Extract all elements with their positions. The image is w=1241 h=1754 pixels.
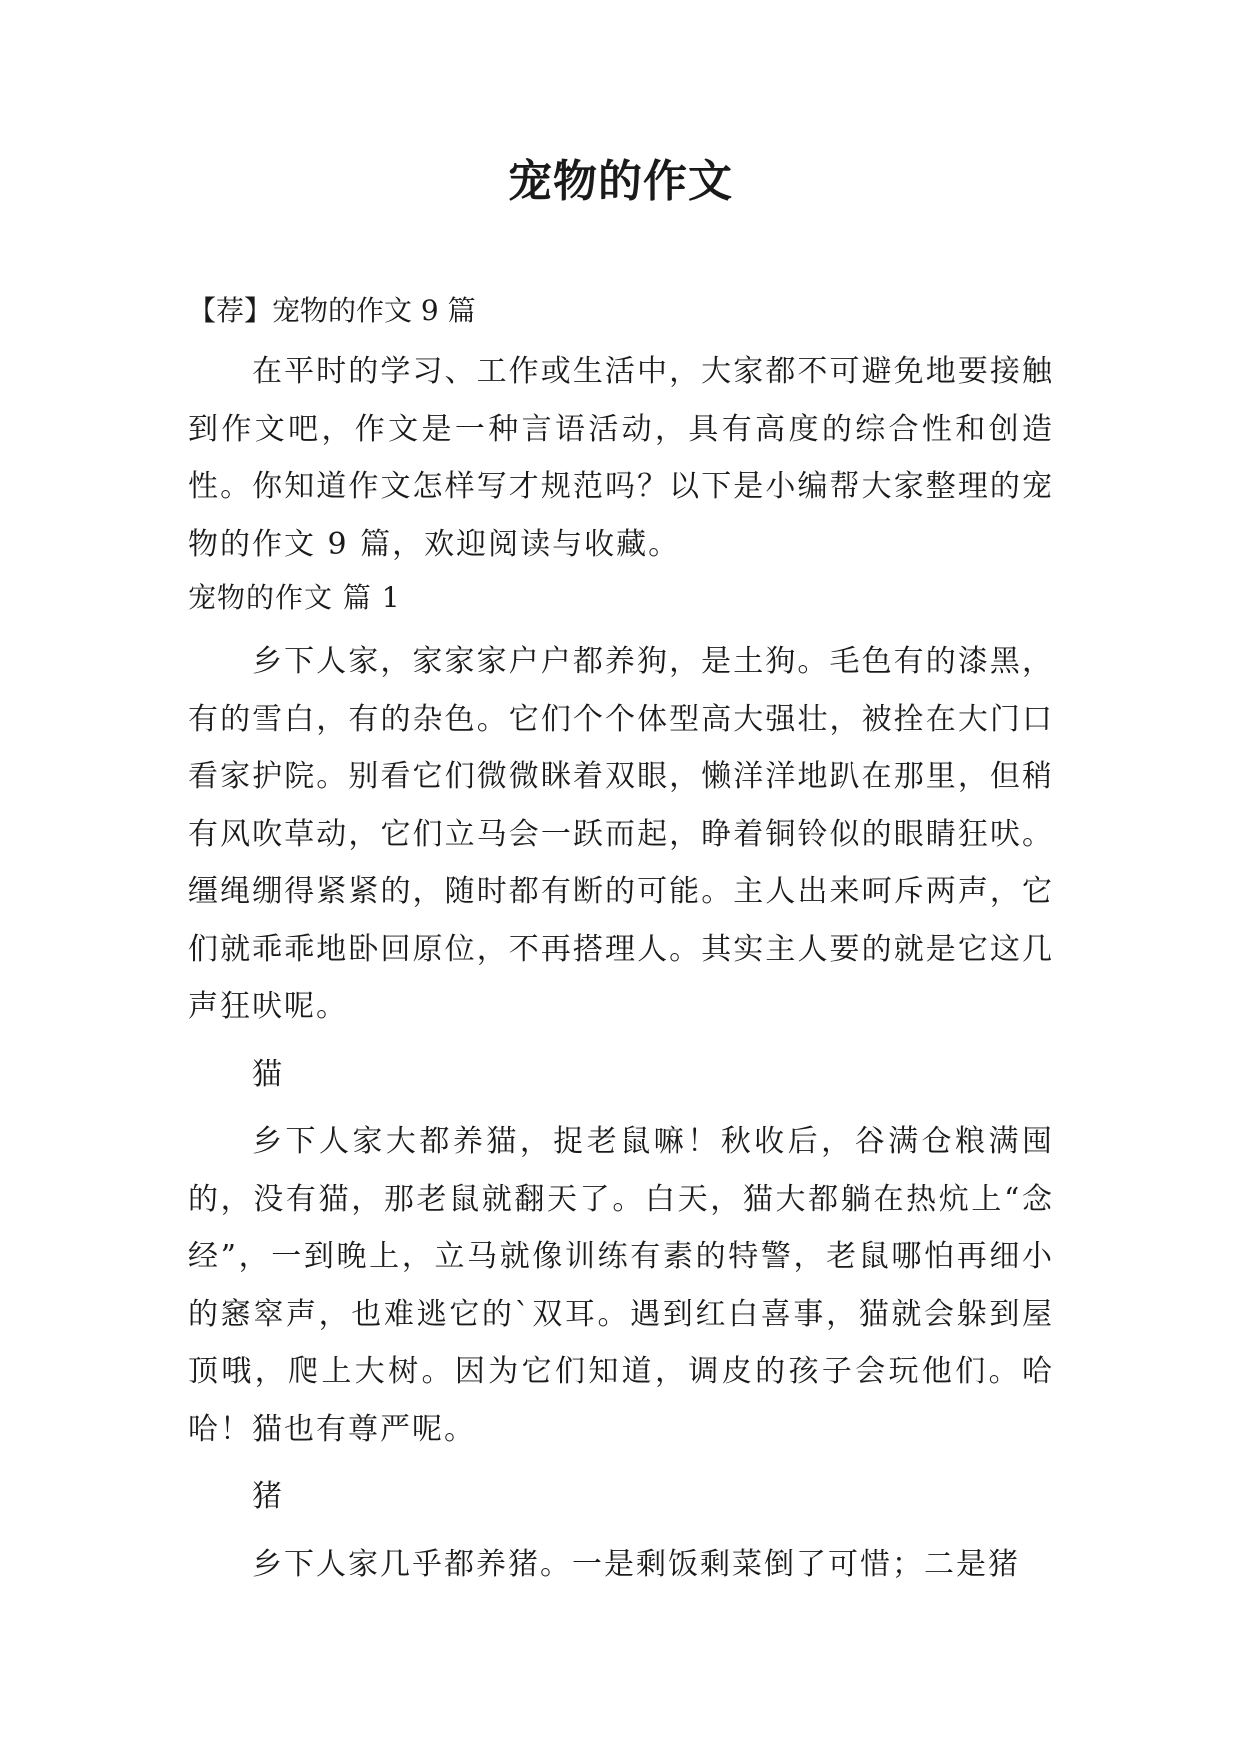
document-subtitle: 【荐】宠物的作文 9 篇 [188,294,476,327]
intro-paragraph: 在平时的学习、工作或生活中，大家都不可避免地要接触到作文吧，作文是一种言语活动，具有高度的综合性和创造性。你知道作文怎样写才规范吗？以下是小编帮大家整理的宠物的作文 9 篇，欢迎阅读与收藏。 [188,354,1054,562]
pig-paragraph: 乡下人家几乎都养猪。一是剩饭剩菜倒了可惜；二是猪 [252,1546,1020,1582]
cat-heading: 猫 [252,1056,284,1092]
cat-paragraph: 乡下人家大都养猫，捉老鼠嘛！秋收后，谷满仓粮满囤的，没有猫，那老鼠就翻天了。白天，猫大都躺在热炕上“念经”，一到晚上，立马就像训练有素的特警，老鼠哪怕再细小的窸窣声，也难逃它的`双耳。遇到红白喜事，猫就会躲到屋顶哦，爬上大树。因为它们知道，调皮的孩子会玩他们。哈哈！猫也有尊严呢。 [188,1124,1054,1447]
document-title: 宠物的作文 [508,156,733,207]
pig-heading: 猪 [252,1479,284,1514]
section-heading: 宠物的作文 篇 1 [188,581,401,614]
dog-paragraph: 乡下人家，家家家户户都养狗，是土狗。毛色有的漆黑，有的雪白，有的杂色。它们个个体型高大强壮，被拴在大门口看家护院。别看它们微微眯着双眼，懒洋洋地趴在那里，但稍有风吹草动，它们立马会一跃而起，睁着铜铃似的眼睛狂吠。缰绳绷得紧紧的，随时都有断的可能。主人出来呵斥两声，它们就乖乖地卧回原位，不再搭理人。其实主人要的就是它这几声狂吠呢。 [188,644,1054,1024]
document-body [188,285,1054,1593]
